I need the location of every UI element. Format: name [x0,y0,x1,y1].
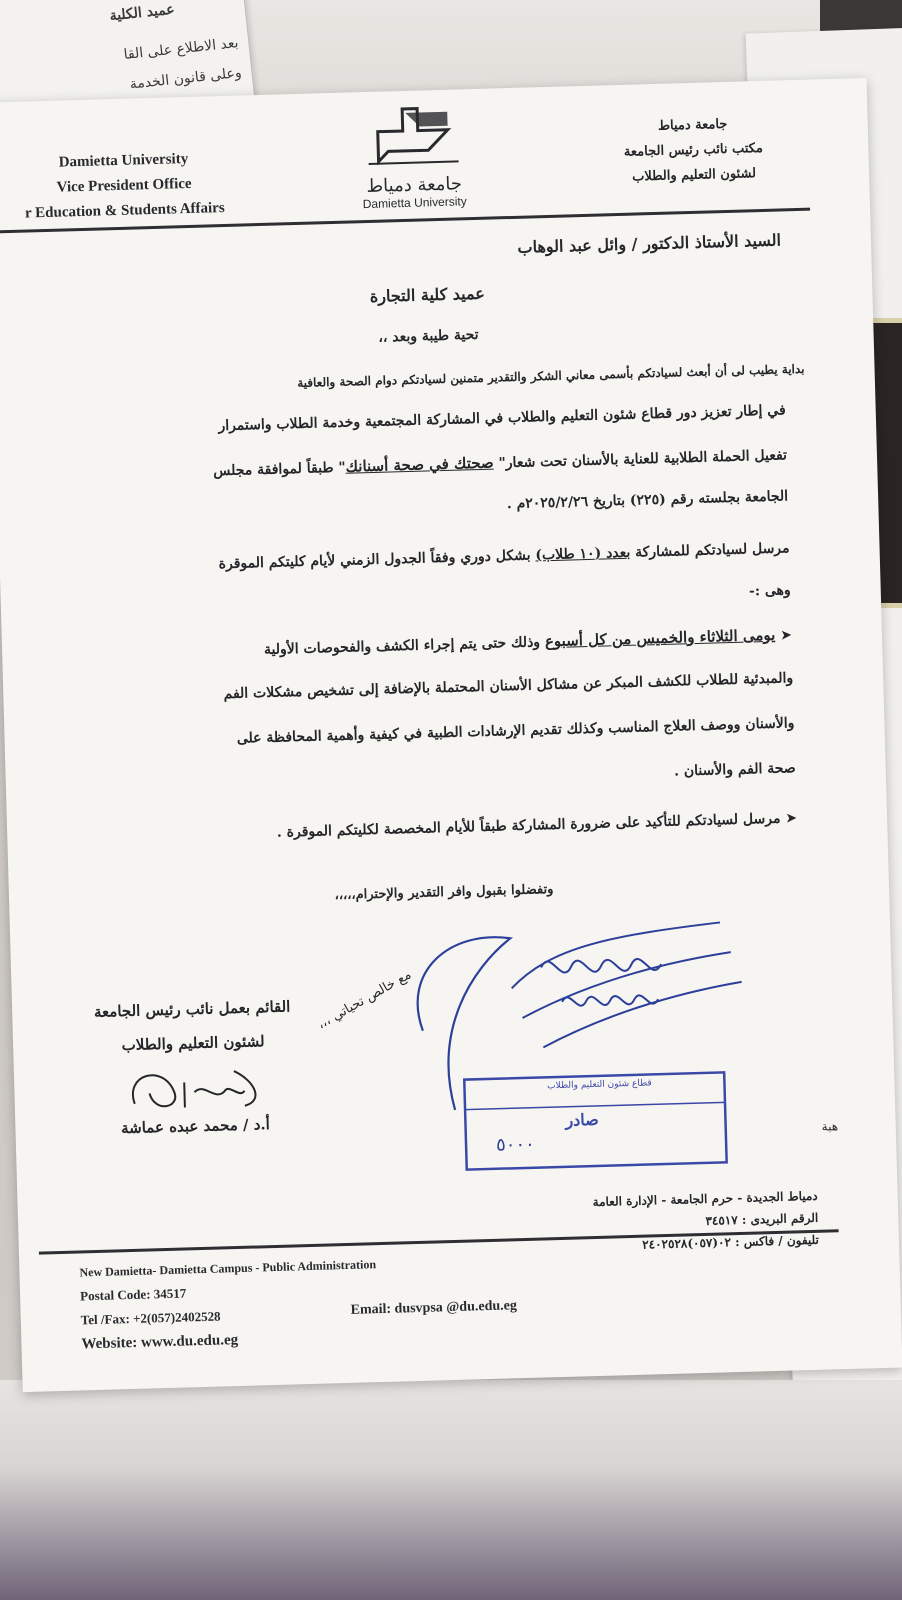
footer-english [79,1252,378,1356]
stamp-header: قطاع شئون التعليم والطلاب [546,1078,652,1092]
stamp [454,1062,757,1180]
letter-page [0,78,902,1392]
bullet-1-line-2: والمبدئية للطلاب للكشف المبكر عن مشاكل الأسنان المحتملة بالإضافة إلى تشخيص مشكلات الفم [223,670,794,703]
campaign-slogan: صحتك في صحة أسنانك [345,453,494,476]
note-line: وعلى قانون الخدمة [129,64,243,93]
header-en-line: Vice President Office [56,175,192,196]
margin-mark: هبة [821,1119,839,1134]
header-english [8,146,240,227]
footer-website: Website: www.du.edu.eg [81,1332,239,1353]
stamp-label: صادر [565,1109,599,1130]
footer-postal: Postal Code: 34517 [79,1285,187,1304]
header-ar-line: مكتب نائب رئيس الجامعة [623,140,764,160]
footer-address: New Damietta- Damietta Campus - Public Administration [79,1257,377,1280]
bullet-1-text: وذلك حتى يتم إجراء الكشف والفحوصات الأولية [263,634,546,659]
recipient-line: السيد الأستاذ الدكتور / وائل عبد الوهاب [517,230,782,257]
paragraph-2-text: بشكل دوري وفقاً الجدول الزمني لأيام كليتكم الموقرة [218,547,536,573]
bullet-arrow-icon: ➤ [780,810,798,827]
bullet-2-text: مرسل لسيادتكم للتأكيد على ضرورة المشاركة طبقاً للأيام المخصصة لكليتكم الموقرة . [276,810,781,841]
signatory-name: أ.د / محمد عبده عماشة [120,1115,271,1138]
paragraph-1-line-3: الجامعة بجلسته رقم (٢٢٥) بتاريخ ٢٠٢٥/٢/٢٦م . [506,488,789,513]
greeting: تحية طيبة وبعد ،، [378,326,479,346]
logo-english-text: Damietta University [362,194,467,212]
header-ar-line: لشئون التعليم والطلاب [631,166,757,185]
footer-ar-line: تليفون / فاكس : ٠٢(٠٥٧)٢٤٠٢٥٢٨ [642,1232,820,1252]
bullet-arrow-icon: ➤ [775,627,793,644]
university-emblem-icon [357,99,469,172]
logo-arabic-text: جامعة دمياط [366,173,463,198]
recipient-title: عميد كلية التجارة [369,283,486,306]
paragraph-1-line-1: في إطار تعزيز دور قطاع شئون التعليم والطلاب في المشاركة المجتمعية وخدمة الطلاب واستمرار [218,402,786,435]
closing-line: وتفضلوا بقبول وافر التقدير والإحترام،،،،، [334,882,554,904]
footer-ar-line: دمياط الجديدة - حرم الجامعة - الإدارة العامة [592,1188,818,1210]
background-lower-papers [0,1380,902,1600]
note-line: عميد الكلية [108,1,176,25]
header-arabic [597,110,789,190]
regards-handwritten: مع خالص تحياتي ،،، [315,967,414,1033]
footer-email: Email: dusvpsa @du.edu.eg [350,1298,518,1318]
footer-ar-line: الرقم البريدى : ٣٤٥١٧ [705,1210,819,1228]
paragraph-2-line-1 [80,540,790,576]
bullet-2 [87,810,797,846]
paragraph-1-line-2 [77,445,787,483]
note-line: بعد الاطلاع على القا [122,35,240,64]
intro-line: بداية يطيب لى أن أبعث لسيادتكم بأسمى معاني الشكر والتقدير متمنين لسيادتكم دوام الصحة والعافية [297,361,805,391]
signatory-title [72,989,314,1064]
stamp-number: ٥٠٠٠ [495,1133,536,1156]
header-en-line: r Education & Students Affairs [24,199,225,222]
signatory-title-line: لشئون التعليم والطلاب [121,1032,265,1055]
header-ar-line: جامعة دمياط [657,116,728,134]
paragraph-1-text: " طبقاً لموافقة مجلس [213,459,346,480]
header-en-line: Damietta University [58,150,189,171]
paragraph-1-text: تفعيل الحملة الطلابية للعناية بالأسنان تحت شعار" [493,447,788,472]
university-logo [347,99,480,212]
paragraph-2-line-2: وهى :- [748,582,791,600]
student-count: بعدد (١٠ طلاب) [535,544,631,564]
bullet-1-line-1 [82,625,792,663]
schedule-days: يومى الثلاثاء والخميس من كل أسبوع [544,625,776,651]
footer-arabic [587,1185,819,1257]
bullet-1-line-3: والأسنان ووصف العلاج المناسب وكذلك تقديم الإرشادات الطبية في كيفية وأهمية المحافظة على [236,715,795,747]
footer-tel: Tel /Fax: +2(057)2402528 [80,1308,221,1328]
bullet-1-line-4: صحة الفم والأسنان . [673,760,796,780]
paragraph-2-text: مرسل لسيادتكم للمشاركة [630,540,790,561]
signatory-title-line: القائم بعمل نائب رئيس الجامعة [93,997,291,1021]
signature-icon [124,1060,276,1124]
